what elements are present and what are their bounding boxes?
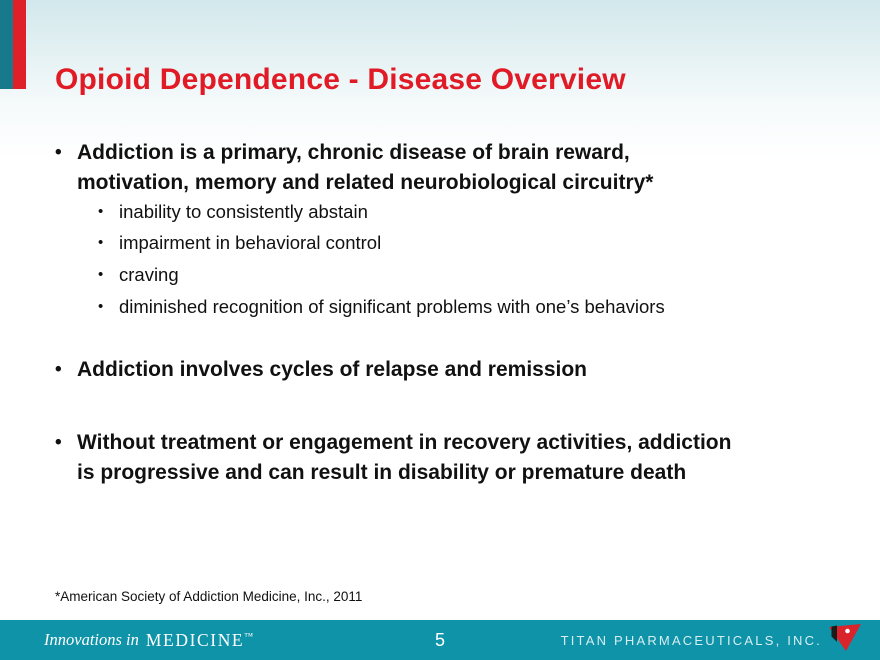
bullet-text-line: inability to consistently abstain (119, 201, 368, 222)
bullet-item-without-treatment (55, 428, 731, 488)
bullet-text-line: Addiction is a primary, chronic disease of brain reward, (77, 141, 630, 164)
bullet-icon: • (55, 142, 62, 163)
trademark-symbol: ™ (244, 630, 254, 641)
bullet-text-line: impairment in behavioral control (119, 232, 382, 253)
company-signature (561, 620, 862, 660)
slide-title: Opioid Dependence - Disease Overview (55, 63, 626, 96)
bullet-item-addiction-definition (55, 138, 653, 198)
sub-bullet-craving (98, 263, 179, 287)
bullet-text-line: is progressive and can result in disability or premature death (77, 461, 687, 484)
bullet-text-line: Addiction involves cycles of relapse and remission (77, 358, 588, 381)
company-name: TITAN PHARMACEUTICALS, INC. (560, 632, 822, 648)
bullet-icon: • (98, 203, 104, 220)
sub-bullet-diminished-recognition (98, 295, 665, 319)
bullet-icon: • (98, 298, 104, 315)
sub-bullet-inability-abstain (98, 200, 368, 224)
titan-logo-icon (828, 623, 862, 653)
bullet-text-line: motivation, memory and related neurobiological circuitry* (77, 171, 654, 194)
bullet-icon: • (98, 266, 104, 283)
footnote-citation: *American Society of Addiction Medicine, Inc., 2011 (55, 589, 363, 604)
accent-stripe-teal (0, 0, 13, 89)
brand-tagline-italic: Innovations in (44, 630, 139, 649)
bullet-icon: • (55, 432, 62, 453)
accent-stripe-red (13, 0, 26, 89)
page-number: 5 (434, 629, 445, 650)
bullet-icon: • (98, 234, 104, 251)
bullet-text-line: Without treatment or engagement in recovery activities, addiction (77, 431, 732, 454)
bullet-text-line: diminished recognition of significant problems with one’s behaviors (119, 296, 665, 317)
sub-bullet-behavioral-control (98, 231, 381, 255)
brand-tagline-caps-text: MEDICINE (145, 629, 245, 650)
bullet-icon: • (55, 359, 62, 380)
footer-bar (0, 620, 880, 660)
bullet-item-relapse-remission (55, 355, 587, 385)
bullet-text-line: craving (119, 264, 179, 285)
